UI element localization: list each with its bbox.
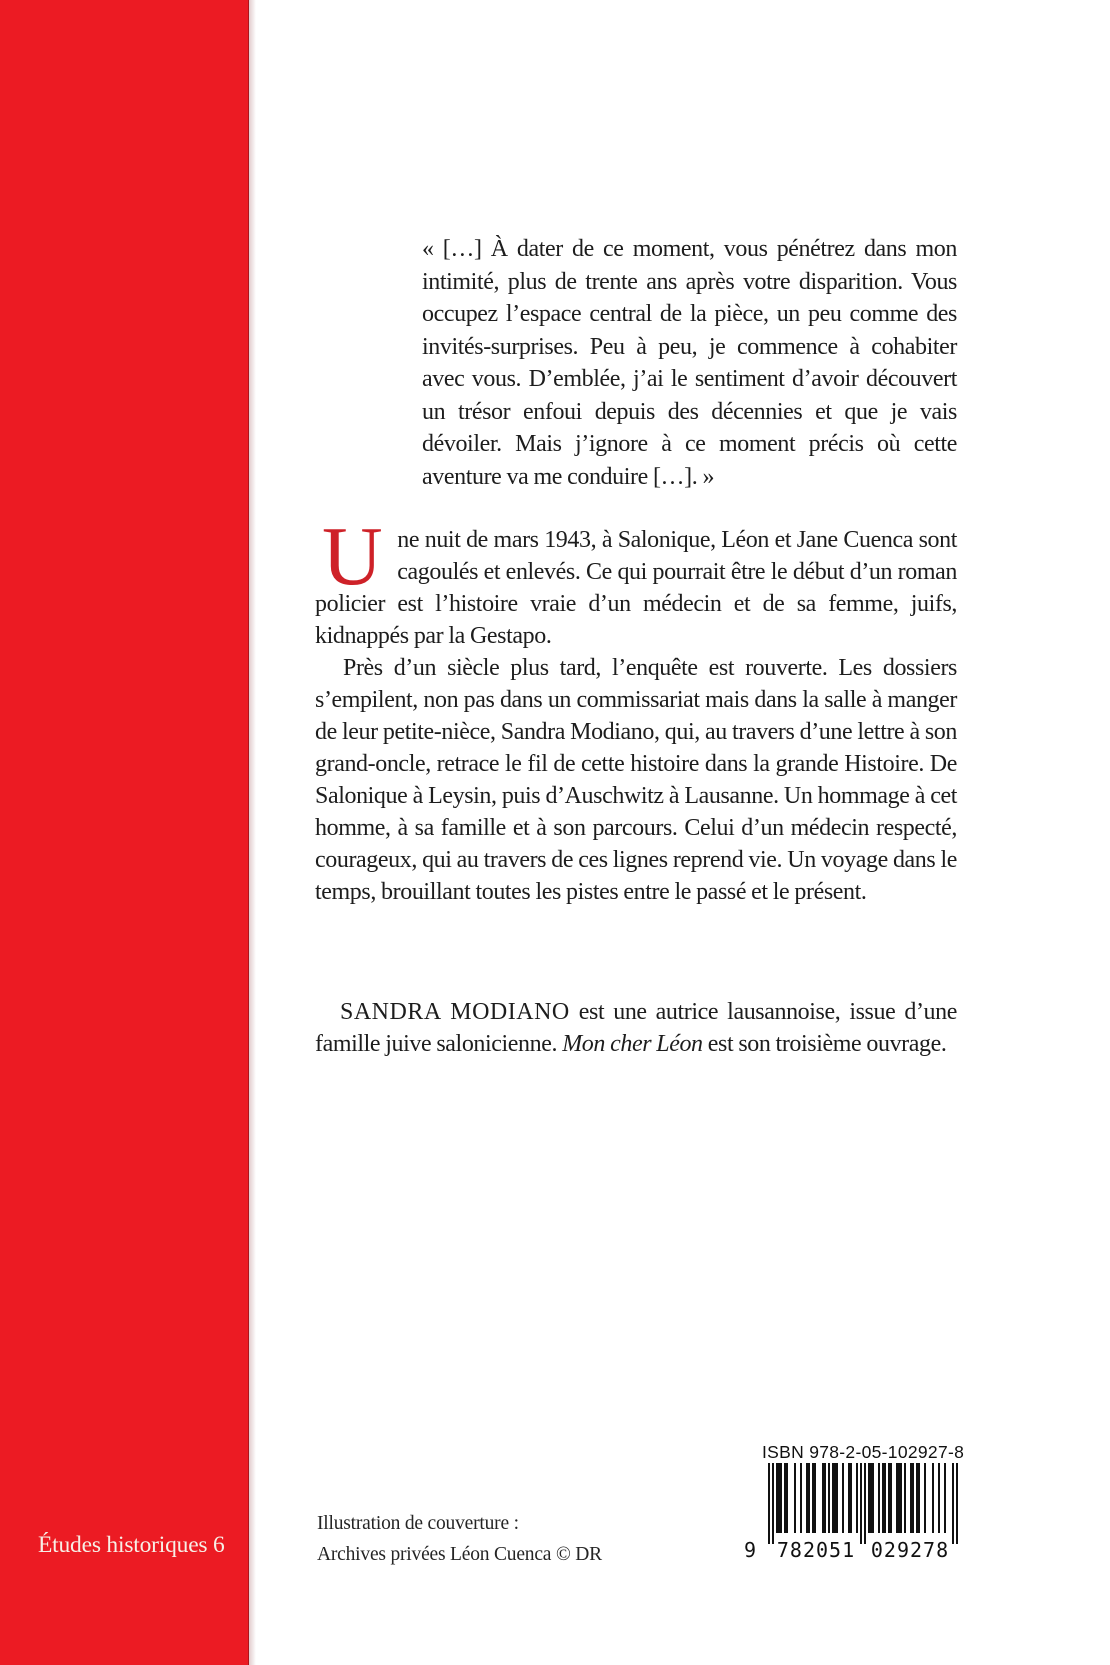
author-bio-text-end: est son troisième ouvrage. xyxy=(702,1031,947,1057)
synopsis-paragraph-2: Près d’un siècle plus tard, l’enquête est rouverte. Les dossiers s’empilent, non pas dans un commissariat mais dans la salle à manger de leur petite-nièce, Sandra Modiano, qui, au travers d’une lettre à son grand-oncle, retrace le fil de cette histoire dans la grande Histoire. De Salonique à Leysin, puis d’Auschwitz à Lausanne. Un hommage à cet homme, à sa famille et à son parcours. Celui d’un médecin respecté, courageux, qui au travers de ces lignes reprend vie. Un voyage dans le temps, brouillant toutes les pistes entre le passé et le présent. xyxy=(315,655,957,905)
credits-line-1: Illustration de couverture : xyxy=(317,1513,519,1534)
barcode-digits-right: 029278 xyxy=(870,1538,950,1562)
barcode-digit-lead: 9 xyxy=(744,1538,757,1562)
credits-line-2: Archives privées Léon Cuenca © DR xyxy=(317,1544,602,1565)
spine-red-band xyxy=(0,0,249,1665)
excerpt-quote: « […] À dater de ce moment, vous pénétrez dans mon intimité, plus de trente ans après votre disparition. Vous occupez l’espace central de la pièce, un peu comme des invités-surprises. Peu à peu, je commence à cohabiter avec vous. D’emblée, j’ai le sentiment d’avoir découvert un trésor enfoui depuis des décennies et que je vais dévoiler. Mais j’ignore à ce moment précis où cette aventure va me conduire […]. » xyxy=(422,236,957,490)
author-name: SANDRA MODIANO xyxy=(340,999,570,1025)
series-label: Études historiques 6 xyxy=(38,1532,225,1558)
dropcap-letter: U xyxy=(322,510,383,603)
author-bio xyxy=(315,996,957,1060)
barcode-digits-left: 782051 xyxy=(776,1538,856,1562)
ean13-barcode xyxy=(768,1463,958,1544)
book-title: Mon cher Léon xyxy=(562,1031,703,1057)
synopsis xyxy=(315,510,957,908)
band-edge-shadow xyxy=(248,0,256,1665)
cover-credits xyxy=(317,1508,602,1570)
synopsis-paragraph-1-text: ne nuit de mars 1943, à Salonique, Léon et Jane Cuenca sont cagoulés et enlevés. Ce qui pourrait être le début d’un roman policier est l’histoire vraie d’un médecin et de sa femme, juifs, kidnappés par la Gestapo. xyxy=(315,527,957,649)
author-bio-text: est une autrice lausannoise, issue d’une famille juive salonicienne. xyxy=(315,999,957,1057)
isbn-barcode-block xyxy=(744,1442,965,1564)
isbn-label: ISBN 978-2-05-102927-8 xyxy=(762,1442,965,1462)
synopsis-paragraph-1 xyxy=(315,510,957,652)
